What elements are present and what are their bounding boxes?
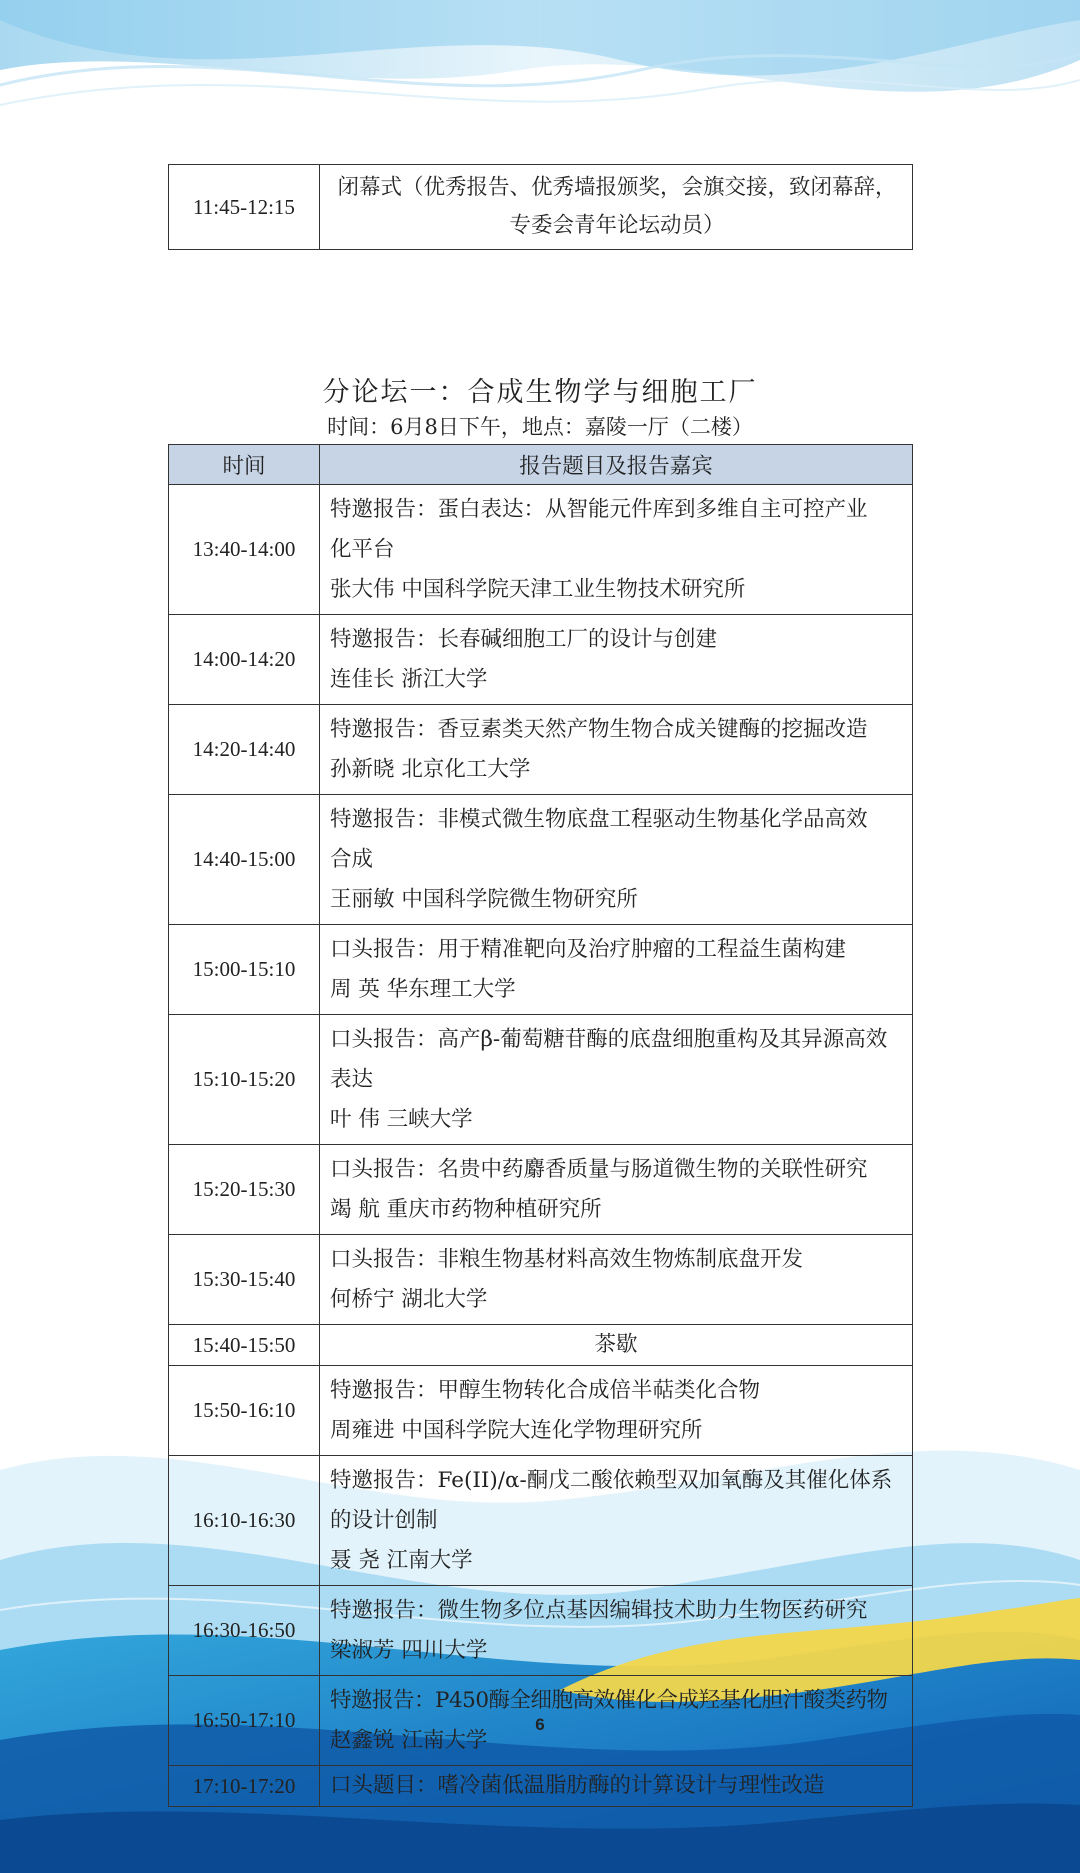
- table-row: [169, 1586, 913, 1676]
- table-row: [169, 1015, 913, 1145]
- time-cell: 15:10-15:20: [169, 1015, 320, 1145]
- time-cell: 16:10-16:30: [169, 1456, 320, 1586]
- table-row: [169, 1145, 913, 1235]
- closing-ceremony-table: [168, 164, 913, 250]
- content-cell: [320, 165, 913, 250]
- table-row: [169, 705, 913, 795]
- content-cell: [320, 1586, 913, 1676]
- time-cell: 15:50-16:10: [169, 1366, 320, 1456]
- talk-title: 特邀报告：蛋白表达：从智能元件库到多维自主可控产业: [330, 497, 868, 522]
- speaker: 连佳长 浙江大学: [330, 667, 488, 692]
- time-cell: 15:30-15:40: [169, 1235, 320, 1325]
- talk-title-cont: 表达: [330, 1067, 374, 1092]
- speaker: 周 英 华东理工大学: [330, 977, 516, 1002]
- time-cell: 14:00-14:20: [169, 615, 320, 705]
- time-cell: 16:50-17:10: [169, 1676, 320, 1766]
- content-cell: [320, 615, 913, 705]
- header-time: 时间: [169, 445, 320, 485]
- content-cell: [320, 1015, 913, 1145]
- schedule-table: [168, 444, 913, 1807]
- forum-subtitle: 时间：6月8日下午，地点：嘉陵一厅（二楼）: [327, 415, 753, 439]
- table-header-row: [169, 445, 913, 485]
- talk-title: 特邀报告：非模式微生物底盘工程驱动生物基化学品高效: [330, 807, 868, 832]
- speaker: 叶 伟 三峡大学: [330, 1107, 473, 1132]
- talk-title: 口头报告：高产β-葡萄糖苷酶的底盘细胞重构及其异源高效: [330, 1027, 888, 1052]
- content-cell: [320, 795, 913, 925]
- time-cell: 16:30-16:50: [169, 1586, 320, 1676]
- time-cell: 11:45-12:15: [169, 165, 320, 250]
- time-cell: 15:20-15:30: [169, 1145, 320, 1235]
- table-row: [169, 165, 913, 250]
- speaker: 竭 航 重庆市药物种植研究所: [330, 1197, 602, 1222]
- content-cell: [320, 705, 913, 795]
- content-cell: [320, 1456, 913, 1586]
- time-cell: 13:40-14:00: [169, 485, 320, 615]
- content-cell: [320, 485, 913, 615]
- talk-title: 特邀报告：香豆素类天然产物生物合成关键酶的挖掘改造: [330, 717, 868, 742]
- talk-title: 口头报告：用于精准靶向及治疗肿瘤的工程益生菌构建: [330, 937, 847, 962]
- time-cell: 15:40-15:50: [169, 1325, 320, 1366]
- table-row: [169, 485, 913, 615]
- table-row-break: [169, 1325, 913, 1366]
- table-row: [169, 925, 913, 1015]
- time-cell: 14:20-14:40: [169, 705, 320, 795]
- talk-title-cont: 的设计创制: [330, 1508, 438, 1533]
- talk-title: 特邀报告：Fe(II)/α-酮戊二酸依赖型双加氧酶及其催化体系: [330, 1468, 893, 1493]
- content-cell: [320, 1766, 913, 1807]
- table-row: [169, 1235, 913, 1325]
- talk-title: 特邀报告：P450酶全细胞高效催化合成羟基化胆汁酸类药物: [330, 1688, 888, 1713]
- talk-title-cont: 合成: [330, 847, 374, 872]
- speaker: 梁淑芳 四川大学: [330, 1638, 488, 1663]
- table-row: [169, 1766, 913, 1807]
- talk-title: 特邀报告：微生物多位点基因编辑技术助力生物医药研究: [330, 1598, 868, 1623]
- table-row: [169, 1456, 913, 1586]
- talk-title: 口头报告：非粮生物基材料高效生物炼制底盘开发: [330, 1247, 804, 1272]
- time-cell: 17:10-17:20: [169, 1766, 320, 1807]
- speaker: 张大伟 中国科学院天津工业生物技术研究所: [330, 577, 746, 602]
- content-cell: [320, 1366, 913, 1456]
- page-number: 6: [535, 1715, 545, 1734]
- speaker: 聂 尧 江南大学: [330, 1548, 473, 1573]
- talk-title: 特邀报告：长春碱细胞工厂的设计与创建: [330, 627, 718, 652]
- content-cell: [320, 1235, 913, 1325]
- speaker: 何桥宁 湖北大学: [330, 1287, 488, 1312]
- tea-break-cell: 茶歇: [320, 1325, 913, 1366]
- table-row: [169, 615, 913, 705]
- content-line: 专委会青年论坛动员）: [509, 213, 725, 238]
- content-cell: [320, 1145, 913, 1235]
- time-cell: 14:40-15:00: [169, 795, 320, 925]
- header-content: 报告题目及报告嘉宾: [320, 445, 913, 485]
- talk-title: 特邀报告：甲醇生物转化合成倍半萜类化合物: [330, 1378, 761, 1403]
- forum-title: 分论坛一：合成生物学与细胞工厂: [322, 377, 758, 408]
- content-line: 闭幕式（优秀报告、优秀墙报颁奖，会旗交接，致闭幕辞，: [337, 175, 897, 200]
- speaker: 周雍进 中国科学院大连化学物理研究所: [330, 1418, 703, 1443]
- time-cell: 15:00-15:10: [169, 925, 320, 1015]
- table-row: [169, 1366, 913, 1456]
- speaker: 孙新晓 北京化工大学: [330, 757, 531, 782]
- talk-title: 口头题目：嗜冷菌低温脂肪酶的计算设计与理性改造: [330, 1773, 825, 1798]
- content-cell: [320, 925, 913, 1015]
- speaker: 赵鑫锐 江南大学: [330, 1728, 488, 1753]
- talk-title-cont: 化平台: [330, 537, 395, 562]
- table-row: [169, 795, 913, 925]
- talk-title: 口头报告：名贵中药麝香质量与肠道微生物的关联性研究: [330, 1157, 868, 1182]
- speaker: 王丽敏 中国科学院微生物研究所: [330, 887, 638, 912]
